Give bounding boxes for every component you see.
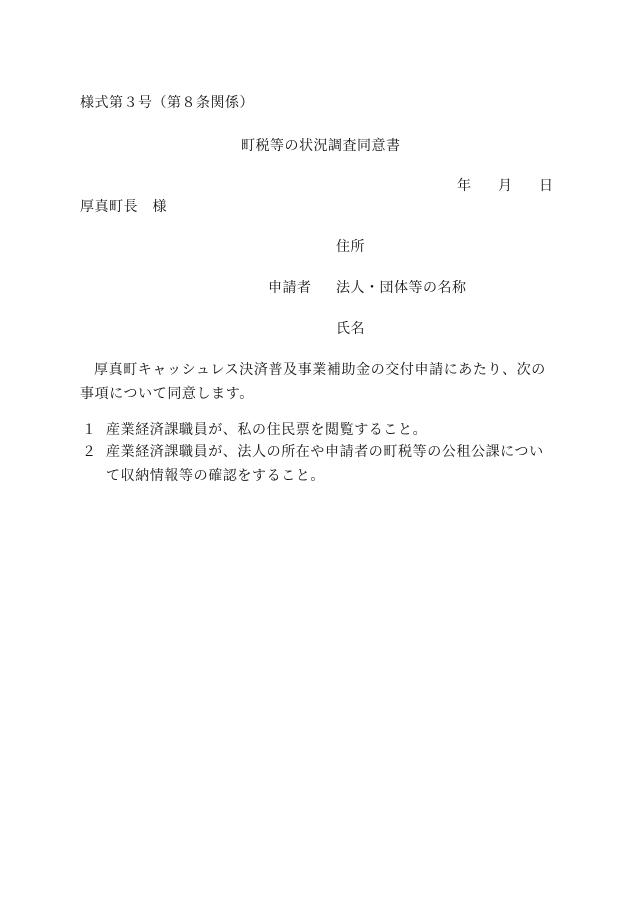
address-label: 住所 (336, 239, 365, 255)
consent-item (80, 440, 554, 488)
date-year-label: 年 (457, 178, 472, 194)
item-number: １ (82, 422, 96, 438)
date-day-label: 日 (539, 178, 554, 194)
form-number: 様式第３号（第８条関係） (80, 95, 254, 111)
document-title: 町税等の状況調査同意書 (241, 138, 401, 154)
item-text: 産業経済課職員が、法人の所在や申請者の町税等の公租公課について収納情報等の確認をすること。 (106, 444, 544, 484)
applicant-label: 申請者 (268, 280, 312, 296)
item-number: ２ (82, 444, 96, 460)
item-text: 産業経済課職員が、私の住民票を閲覧すること。 (106, 422, 428, 438)
addressee: 厚真町長 様 (80, 199, 167, 215)
organization-name-label: 法人・団体等の名称 (336, 280, 467, 296)
date-month-label: 月 (498, 178, 513, 194)
consent-statement: 厚真町キャッシュレス決済普及事業補助金の交付申請にあたり、次の事項について同意します。 (80, 362, 546, 402)
name-label: 氏名 (336, 321, 365, 337)
consent-item (80, 418, 554, 442)
